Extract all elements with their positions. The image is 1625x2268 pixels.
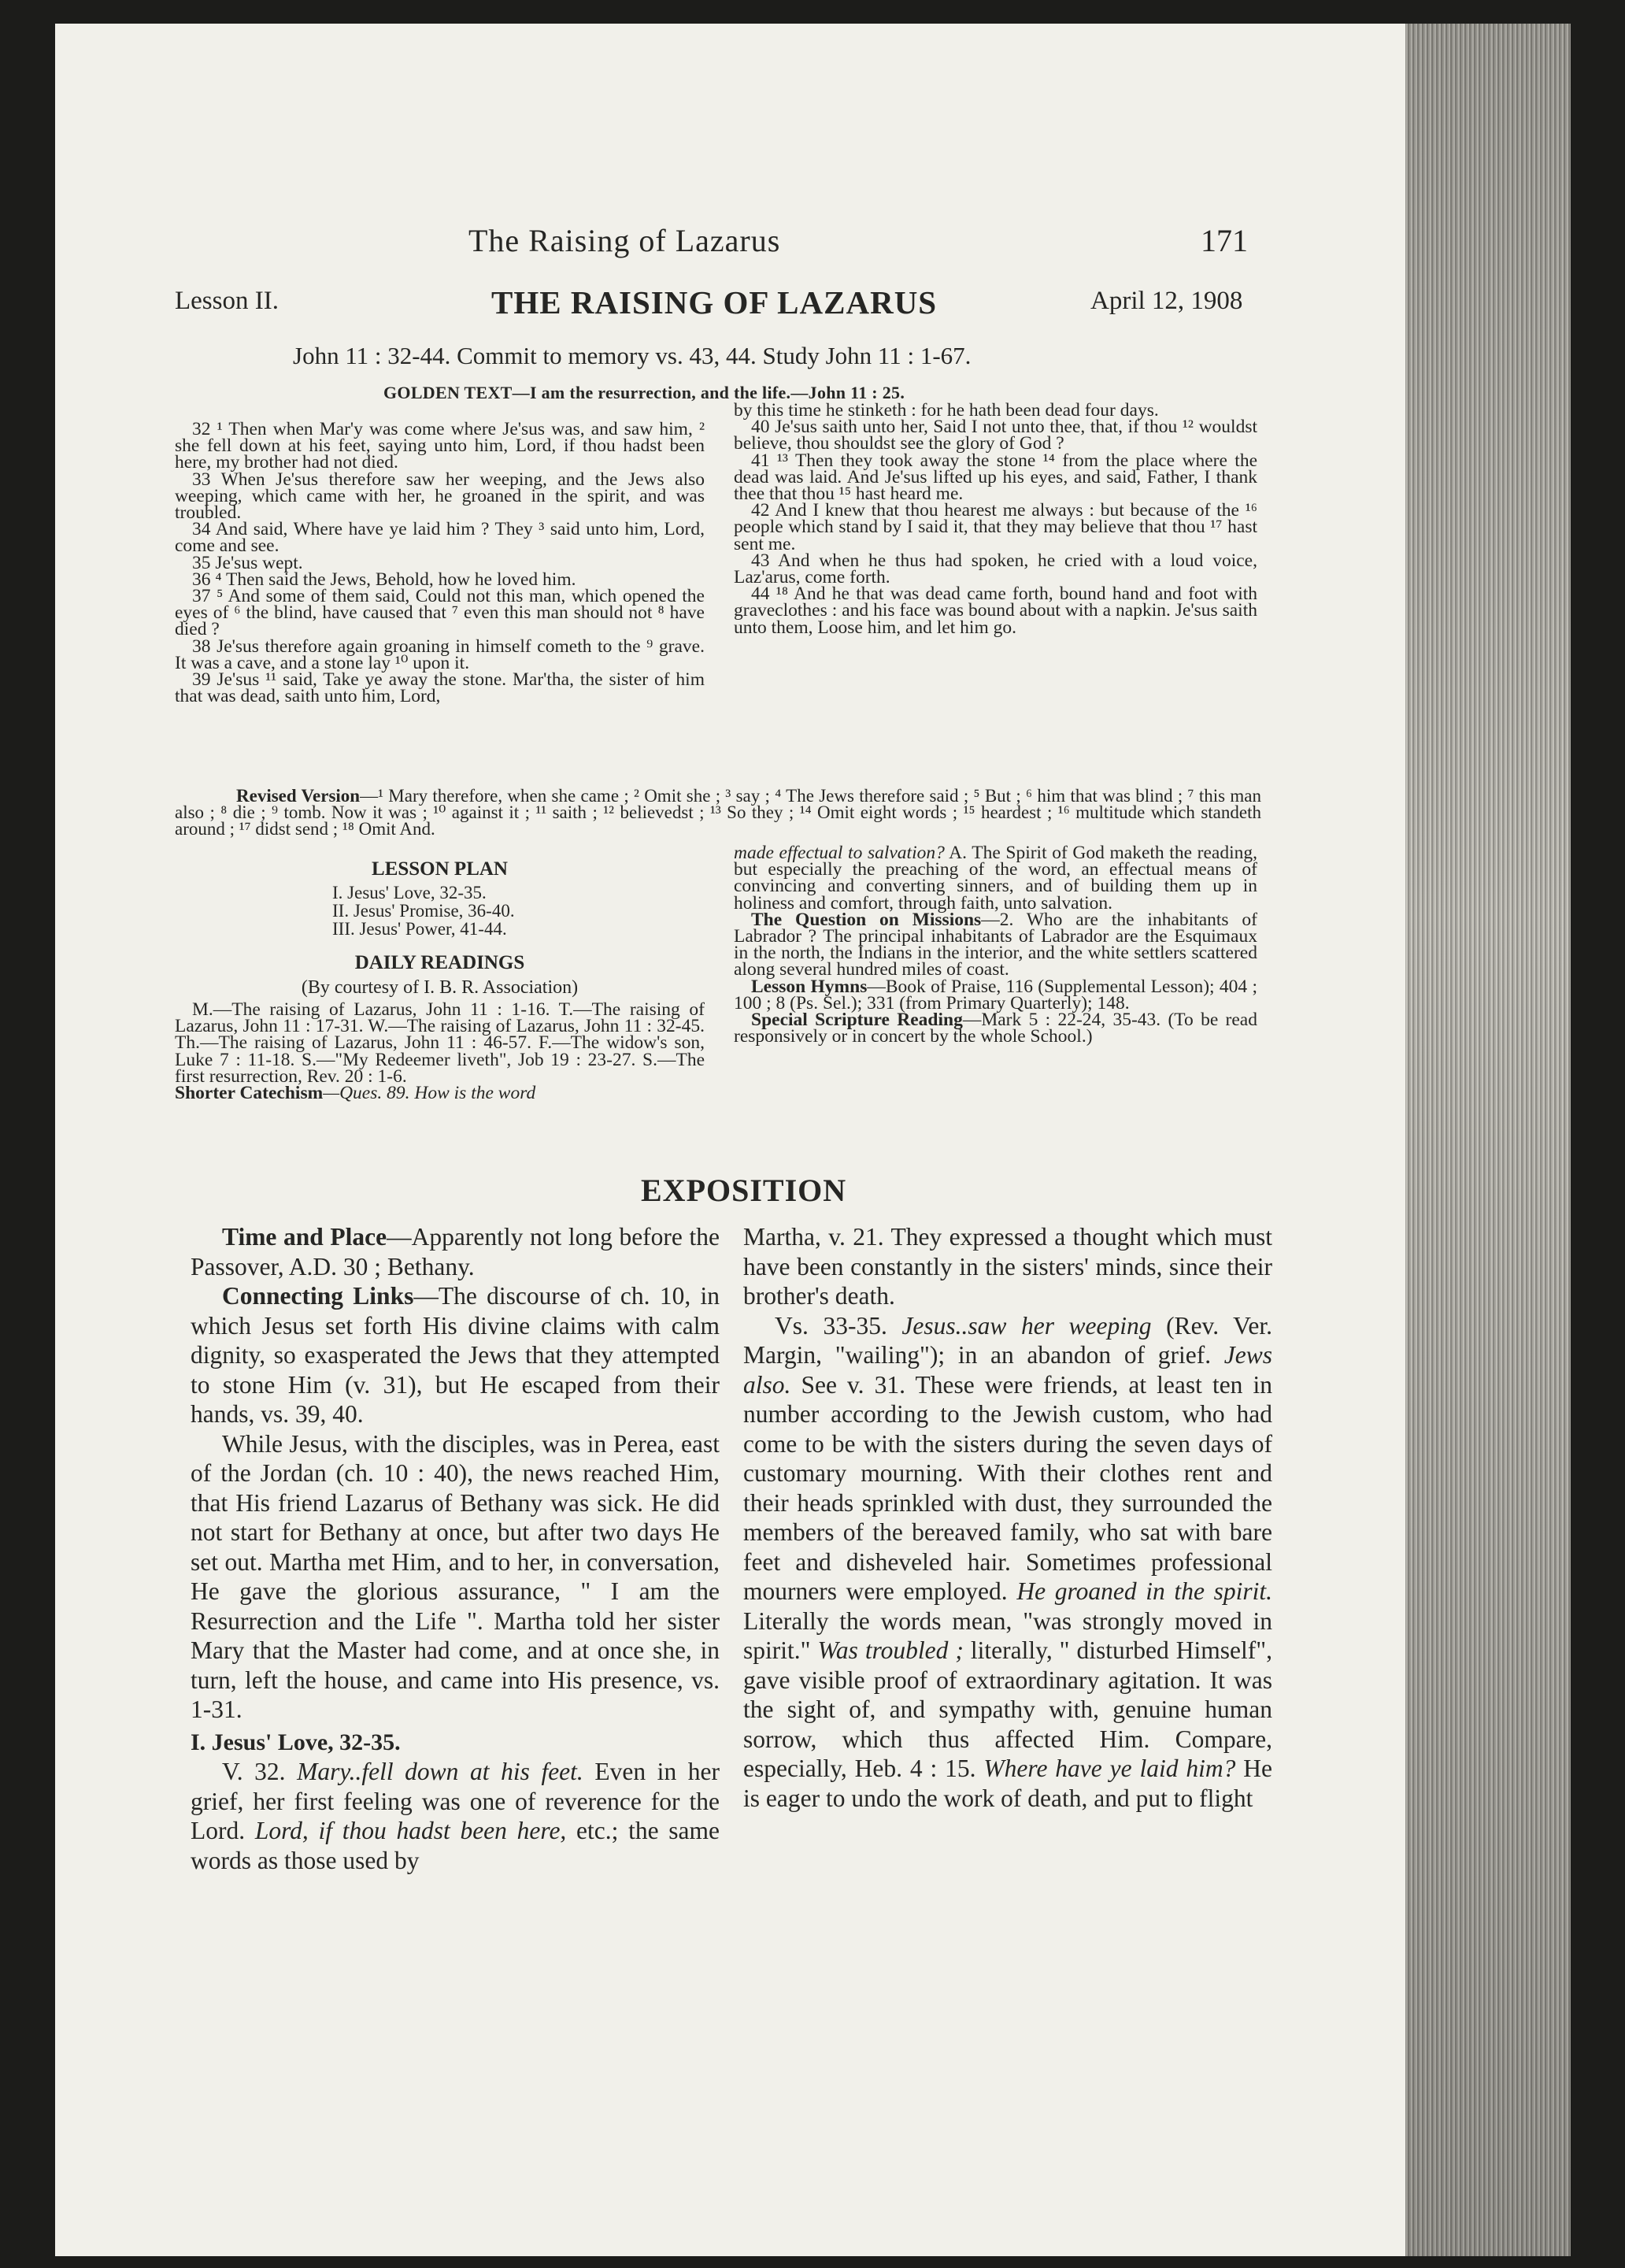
daily-readings-text: M.—The raising of Lazarus, John 11 : 1-16. T.—The raising of Lazarus, John 11 : 17-31. W.—The raising of Lazarus, John 11 : 32-45. Th.—The raising of Lazarus, John 11 : 46-57. F.—The widow's son, Luke 7 : 11-18. S.—"My Redeemer liveth", Job 19 : 23-27. S.—The first resurrection, Rev. 20 : 1-6.: [175, 999, 705, 1087]
verse: 44 ¹⁸ And he that was dead came forth, bound hand and foot with graveclothes : and his face was bound about with a napkin. Je'sus saith unto them, Loose him, and let him go.: [734, 584, 1257, 638]
paragraph: While Jesus, with the disciples, was in Perea, east of the Jordan (ch. 10 : 40), the news reached Him, that His friend Lazarus of Bethany was sick. He did not start for Bethany at once, but after two days He set out. Martha met Him, and to her, in conversation, He gave the glorious assurance, " I am the Resurrection and the Life ". Martha told her sister Mary that the Master had come, and at once she, in turn, left the house, and came into His presence, vs. 1-31.: [191, 1429, 720, 1723]
verse-ref: V. 32.: [222, 1758, 298, 1785]
revised-version-label: Revised Version: [236, 786, 361, 806]
verse: 32 ¹ Then when Mar'y was come where Je'sus was, and saw him, ² she fell down at his feet, saying unto him, Lord, if thou hadst been here, my brother had not died.: [175, 419, 705, 473]
verse: 39 Je'sus ¹¹ said, Take ye away the stone. Mar'tha, the sister of him that was dead, saith unto him, Lord,: [175, 669, 705, 707]
paragraph-v32: [191, 1757, 720, 1875]
section-heading: I. Jesus' Love, 32-35.: [191, 1729, 401, 1755]
lesson-title: THE RAISING OF LAZARUS: [491, 284, 938, 321]
lesson-helps-right: [734, 845, 1257, 1045]
lesson-date: April 12, 1908: [1090, 287, 1243, 315]
special-scripture: [734, 1012, 1257, 1045]
quoted-phrase: Jesus..saw her weeping: [901, 1311, 1152, 1340]
verse: 34 And said, Where have ye laid him ? They ³ said unto him, Lord, come and see.: [175, 519, 705, 557]
verse: 41 ¹³ Then they took away the stone ¹⁴ from the place where the dead was laid. And Je'sus lifted up his eyes, and said, Father, I thank thee that thou ¹⁵ hast heard me.: [734, 450, 1257, 505]
quoted-phrase: Mary..fell down at his feet.: [297, 1758, 583, 1785]
lesson-plan-list: [175, 884, 705, 938]
verse: 40 Je'sus saith unto her, Said I not unto thee, that, if thou ¹² wouldst believe, thou shouldst see the glory of God ?: [734, 417, 1257, 454]
scripture-reference: John 11 : 32-44. Commit to memory vs. 43, 44. Study John 11 : 1-67.: [293, 342, 972, 369]
page-edges: [1405, 24, 1571, 2256]
verse-ref: Vs. 33-35.: [775, 1311, 902, 1340]
exposition-heading: EXPOSITION: [641, 1173, 847, 1208]
commentary-text: literally, " disturbed Himself", gave visible proof of extraordinary agitation. It was the sight of, and sympathy with, genuine human sorrow, which thus affected Him. Compare, especially, Heb. 4 : 15.: [743, 1636, 1272, 1782]
commentary-text: (Rev. Ver. Margin, "wailing"); in an abandon of grief.: [743, 1311, 1272, 1369]
lesson-plan-item: I. Jesus' Love, 32-35.: [332, 883, 487, 902]
commentary-text: He is eager to undo the work of death, and put to flight: [743, 1755, 1272, 1812]
page-number: 171: [1201, 223, 1248, 258]
paragraph: Martha, v. 21. They expressed a thought which must have been constantly in the sisters' minds, since their brother's death.: [743, 1223, 1272, 1310]
commentary-text: etc.; the same words as those used by: [191, 1817, 720, 1874]
time-place-label: Time and Place: [222, 1223, 387, 1251]
lesson-plan-item: II. Jesus' Promise, 36-40.: [332, 901, 515, 921]
verse: 35 Je'sus wept.: [192, 552, 303, 573]
commentary-text: See v. 31. These were friends, at least ten in number according to the Jewish custom, who had come to be with the sisters during the seven days of customary mourning. With their clothes rent and their heads sprinkled with dust, they surrounded the members of the bereaved family, who sat with bare feet and disheveled hair. Sometimes professional mourners were employed.: [743, 1370, 1272, 1605]
missions-text: —2. Who are the inhabitants of Labrador ? The principal inhabitants of Labrador are the Esquimaux in the north, the Indians in the interior, and the white settlers scattered along several hundred miles of coast.: [734, 909, 1257, 980]
commentary-text: Even in her grief, her first feeling was one of reverence for the Lord.: [191, 1758, 720, 1844]
daily-readings-courtesy: (By courtesy of I. B. R. Association): [301, 977, 579, 998]
scripture-left-column: [175, 421, 705, 705]
connecting-label: Connecting Links: [222, 1282, 414, 1310]
verse: 33 When Je'sus therefore saw her weeping, and the Jews also weeping, which came with her, he groaned in the spirit, and was troubled.: [175, 469, 705, 524]
catechism-answer: [734, 845, 1257, 912]
special-scripture-text: —Mark 5 : 22-24, 35-43. (To be read responsively or in concert by the whole School.): [734, 1010, 1257, 1047]
catechism-question-continued: made effectual to salvation?: [734, 843, 945, 863]
time-place-text: —Apparently not long before the Passover, A.D. 30 ; Bethany.: [191, 1223, 720, 1280]
lesson-label: Lesson II.: [175, 287, 279, 315]
lesson-plan-item: III. Jesus' Power, 41-44.: [332, 919, 507, 939]
quoted-phrase: He groaned in the spirit.: [1016, 1577, 1273, 1605]
running-title: The Raising of Lazarus: [468, 223, 781, 258]
verse: 42 And I knew that thou hearest me always : but because of the ¹⁶ people which stand by I said it, that they may believe that thou ¹⁷ hast sent me.: [734, 500, 1257, 554]
commentary-text: Literally the words mean, "was strongly moved in spirit.": [743, 1606, 1272, 1664]
paragraph-v33: [743, 1311, 1272, 1814]
shorter-catechism: [175, 1085, 705, 1102]
lesson-plan-heading: LESSON PLAN: [372, 858, 508, 880]
lesson-hymns: [734, 976, 1257, 1014]
golden-text: GOLDEN TEXT—I am the resurrection, and the life.—John 11 : 25.: [383, 383, 905, 402]
shorter-catechism-label: Shorter Catechism: [175, 1083, 324, 1104]
verse: 37 ⁵ And some of them said, Could not this man, which opened the eyes of ⁶ the blind, have caused that ⁷ even this man should not ⁸ have died ?: [175, 586, 705, 640]
question-on-missions: [734, 909, 1257, 980]
quoted-phrase: Lord, if thou hadst been here,: [254, 1817, 567, 1844]
verse: 43 And when he thus had spoken, he cried with a loud voice, Laz'arus, come forth.: [734, 550, 1257, 588]
quoted-phrase: Where have ye laid him?: [983, 1755, 1236, 1782]
shorter-catechism-question: —Ques. 89. How is the word: [323, 1083, 536, 1104]
catechism-answer-text: A. The Spirit of God maketh the reading, but especially the preaching of the word, an effectual means of convincing and converting sinners, and of building them up in holiness and comfort, through faith, unto salvation.: [734, 843, 1257, 914]
lesson-helps-left: [175, 858, 705, 1102]
daily-readings-heading: DAILY READINGS: [354, 952, 525, 973]
hymns-text: —Book of Praise, 116 (Supplemental Lesson); 404 ; 100 ; 8 (Ps. Sel.); 331 (from Primary Quarterly); 148.: [734, 976, 1257, 1014]
time-and-place: [191, 1222, 720, 1281]
special-scripture-label: Special Scripture Reading: [751, 1010, 963, 1031]
verse: 36 ⁴ Then said the Jews, Behold, how he loved him.: [192, 569, 576, 590]
quoted-phrase: Was troubled ;: [817, 1636, 964, 1664]
hymns-label: Lesson Hymns: [751, 976, 868, 997]
revised-version: [175, 788, 1261, 837]
exposition-left-column: [191, 1222, 720, 1875]
verse: by this time he stinketh : for he hath been dead four days.: [734, 400, 1159, 421]
exposition-right-column: [743, 1222, 1272, 1813]
scripture-right-column: [734, 402, 1257, 636]
daily-readings-list: [175, 999, 705, 1104]
connecting-text: —The discourse of ch. 10, in which Jesus set forth His divine claims with calm dignity, so exasperated the Jews that they attempted to stone Him (v. 31), but He escaped from their hands, vs. 39, 40.: [191, 1282, 720, 1428]
missions-label: The Question on Missions: [751, 909, 982, 930]
quoted-phrase: Jews also.: [743, 1341, 1272, 1399]
revised-version-text: —¹ Mary therefore, when she came ; ² Omit she ; ³ say ; ⁴ The Jews therefore said ; ⁵ But ; ⁶ him that was blind ; ⁷ this man also ; ⁸ die ; ⁹ tomb. Now it was ; ¹⁰ against it ; ¹¹ saith ; ¹² believedst ; ¹³ So they ; ¹⁴ Omit eight words ; ¹⁵ heardest ; ¹⁶ multitude which standeth around ; ¹⁷ didst send ; ¹⁸ Omit And.: [175, 786, 1261, 839]
connecting-links: [191, 1281, 720, 1429]
verse: 38 Je'sus therefore again groaning in himself cometh to the ⁹ grave. It was a cave, and a stone lay ¹⁰ upon it.: [175, 636, 705, 673]
